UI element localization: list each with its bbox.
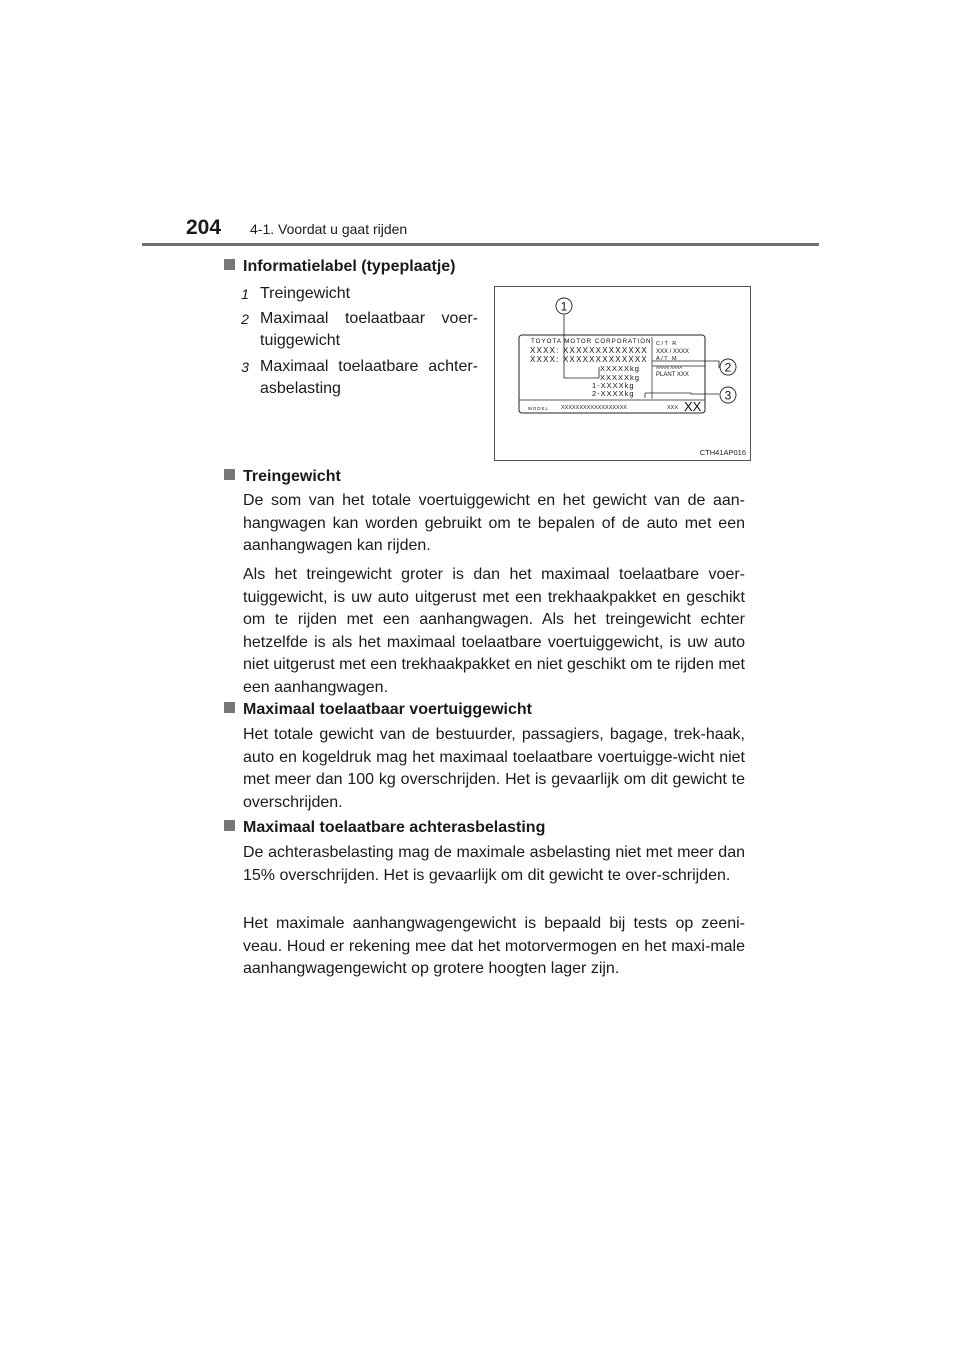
section-heading-treingewicht [224, 466, 341, 488]
label-row2-left: XXXX: [530, 355, 560, 364]
header-rule [142, 243, 819, 246]
label-xxx: XXX [667, 405, 679, 411]
label-kg1: XXXXXkg [600, 364, 640, 373]
figure-callout-2: 2 [724, 360, 732, 375]
section-heading-achterasbelasting [224, 817, 545, 839]
callout-number-2-icon: 2 [241, 311, 249, 327]
label-ctr: C/T R [656, 341, 678, 347]
bullet-square-icon [224, 820, 235, 831]
figure-callout-1: 1 [560, 299, 568, 314]
label-row1-right: XXXXXXXXXXXXX [563, 346, 648, 355]
label-xx: XX [684, 399, 702, 414]
callout-text-1: Treingewicht [260, 285, 351, 302]
label-plant: PLANT XXX [656, 372, 689, 378]
info-label-figure [494, 286, 751, 461]
section-heading-text: Maximaal toelaatbare achterasbelasting [243, 819, 546, 836]
info-label-heading-text: Informatielabel (typeplaatje) [243, 258, 456, 275]
callout-text-3: Maximaal toelaatbare achter-asbelasting [260, 358, 478, 397]
section-title: 4-1. Voordat u gaat rijden [250, 221, 408, 237]
section-heading-text: Maximaal toelaatbaar voertuiggewicht [243, 701, 532, 718]
paragraph: De som van het totale voertuiggewicht en het gewicht van de aan-hangwagen kan worden gebruikt om te bepalen of de auto met een aanhangwagen kan rijden. [243, 492, 745, 555]
label-xxx-xxxx: XXX / XXXX [656, 349, 690, 355]
label-model-label: MODEL [528, 406, 550, 411]
figure-callout-3: 3 [724, 388, 732, 403]
bullet-square-icon [224, 702, 235, 713]
paragraph: Als het treingewicht groter is dan het maximaal toelaatbare voer-tuiggewicht, is uw auto uitgerust met een trekhaakpakket en geschikt om te rijden met een aanhangwagen. Als het treingewicht echter hetzelfde is als het maximaal toelaatbare voertuiggewicht, is uw auto niet uitgerust met een trekhaakpakket en niet geschikt om te rijden met een aanhangwagen. [243, 566, 745, 696]
section-heading-voertuiggewicht [224, 699, 532, 721]
info-label-heading [224, 256, 456, 278]
label-row1-left: XXXX: [530, 346, 560, 355]
callout-number-3-icon: 3 [241, 359, 249, 375]
label-aaaa: AAAA/ AAAA [656, 365, 683, 370]
label-maker: TOYOTA MOTOR CORPORATION [531, 338, 652, 345]
label-kg2: XXXXXkg [600, 373, 640, 382]
callout-text-2: Maximaal toelaatbaar voer-tuiggewicht [260, 310, 478, 349]
label-row2-right: XXXXXXXXXXXXX [563, 355, 648, 364]
label-atm: A/T M [656, 356, 679, 362]
bullet-square-icon [224, 259, 235, 270]
figure-code: CTH41AP016 [699, 448, 746, 457]
page-number: 204 [186, 216, 222, 239]
label-kg3: 1-XXXXkg [592, 381, 635, 390]
label-model-value: XXXXXXXXXXXXXXXXXX [561, 405, 628, 411]
section-heading-text: Treingewicht [243, 468, 341, 485]
bullet-square-icon [224, 469, 235, 480]
paragraph: De achterasbelasting mag de maximale asbelasting niet met meer dan 15% overschrijden. Het is gevaarlijk om dit gewicht te over-schrijden. [243, 844, 745, 884]
paragraph: Het totale gewicht van de bestuurder, passagiers, bagage, trek-haak, auto en kogeldruk mag het maximaal toelaatbare voertuigge-wicht niet met meer dan 100 kg overschrijden. Het is gevaarlijk om dit gewicht te overschrijden. [243, 726, 745, 811]
callout-number-1-icon: 1 [241, 286, 249, 302]
label-kg4: 2-XXXXkg [592, 389, 635, 398]
paragraph: Het maximale aanhangwagengewicht is bepaald bij tests op zeeni-veau. Houd er rekening mee dat het motorvermogen en het maxi-male aanhangwagengewicht op grotere hoogten lager zijn. [243, 915, 745, 978]
